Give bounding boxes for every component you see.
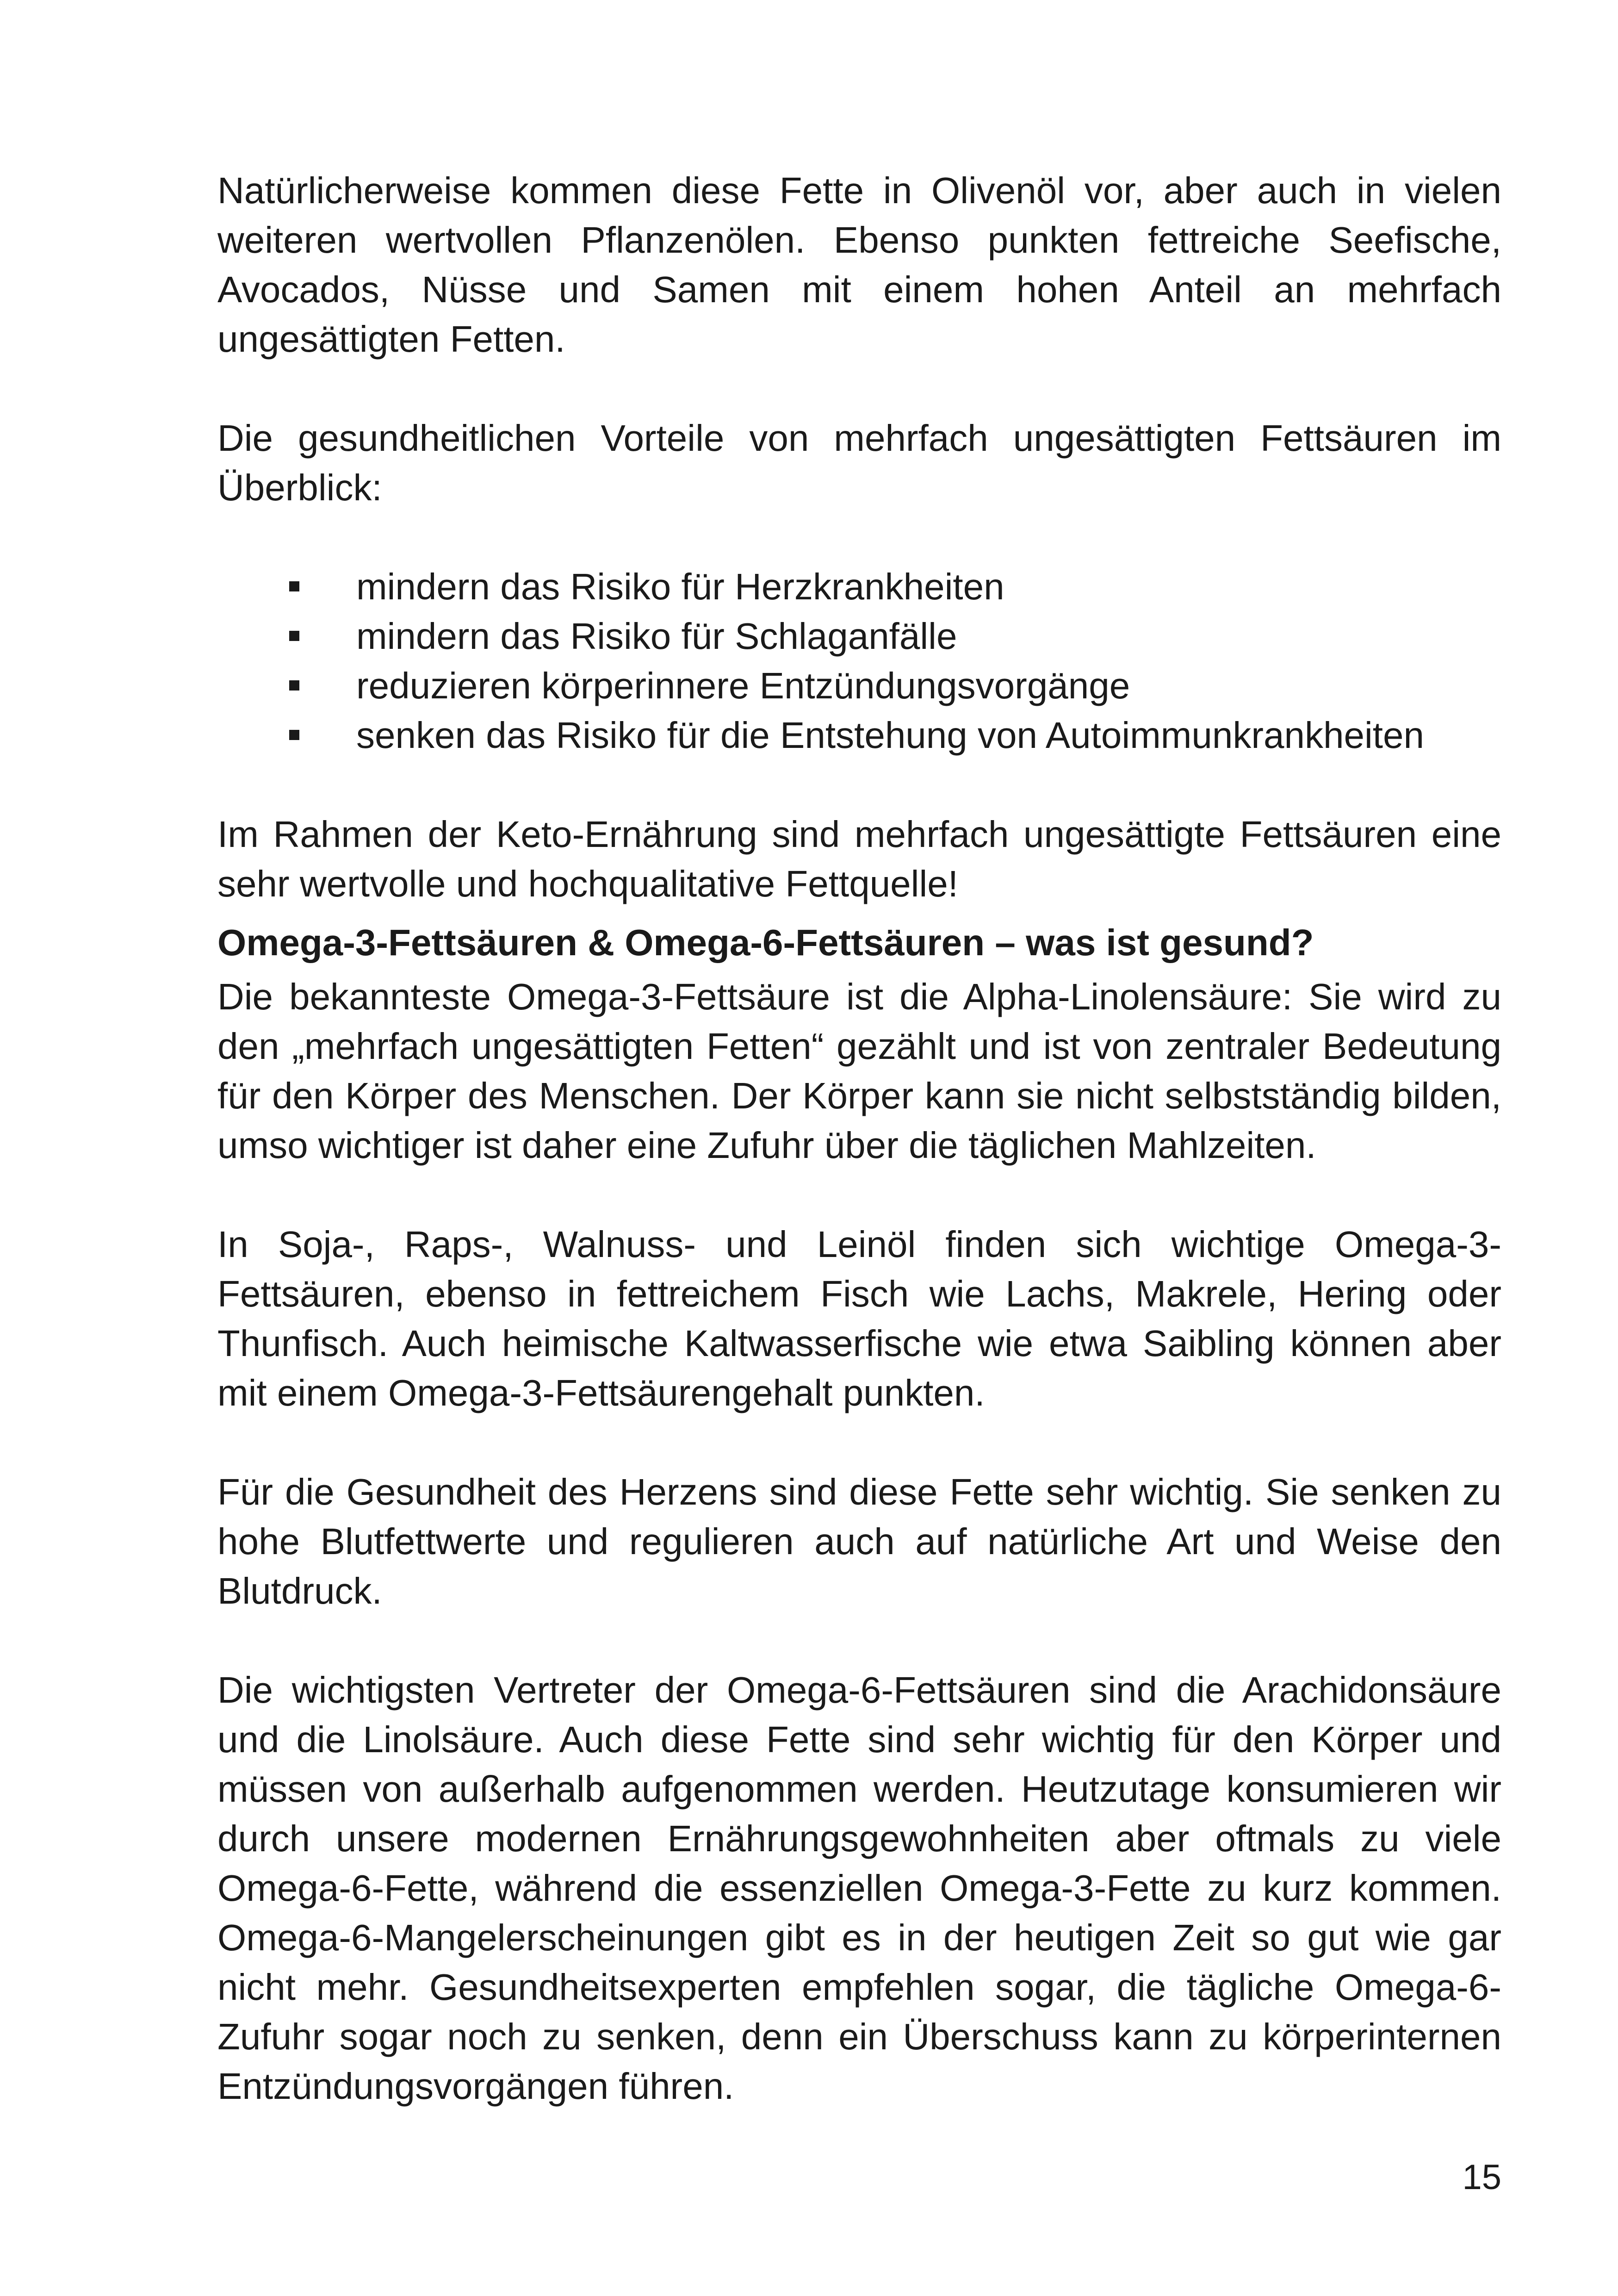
list-item-text: mindern das Risiko für Herzkrankheiten [356,566,1004,607]
paragraph-alpha-linolenic: Die bekannteste Omega-3-Fettsäure ist die Alpha-Linolensäure: Sie wird zu den „mehrfach ungesättigten Fetten“ gezählt und ist von zentraler Bedeutung für den Körper des Menschen. Der Körper kann sie nicht selbstständig bilden, umso wichtiger ist daher eine Zufuhr über die täglichen Mahlzeiten. [217,976,1501,1166]
square-bullet-icon [289,730,299,740]
paragraph-spacer [217,1616,1501,1665]
list-item [217,661,1501,710]
benefits-list [217,562,1501,760]
paragraph-omega3-sources: In Soja-, Raps-, Walnuss- und Leinöl finden sich wichtige Omega-3-Fettsäuren, ebenso in fettreichem Fisch wie Lachs, Makrele, Hering oder Thunfisch. Auch heimische Kaltwasserfische wie etwa Saibling können aber mit einem Omega-3-Fettsäurengehalt punkten. [217,1224,1501,1413]
square-bullet-icon [289,680,299,691]
paragraph-benefits-intro: Die gesundheitlichen Vorteile von mehrfach ungesättigten Fettsäuren im Überblick: [217,417,1501,508]
square-bullet-icon [289,631,299,641]
paragraph-spacer [217,512,1501,562]
paragraph-spacer [217,1170,1501,1220]
list-item [217,611,1501,661]
paragraph-heart-health: Für die Gesundheit des Herzens sind diese Fette sehr wichtig. Sie senken zu hohe Blutfettwerte und regulieren auch auf natürliche Art und Weise den Blutdruck. [217,1471,1501,1612]
list-item-text: mindern das Risiko für Schlaganfälle [356,616,957,657]
section-heading: Omega-3-Fettsäuren & Omega-6-Fettsäuren – was ist gesund? [217,922,1314,963]
list-item [217,710,1501,760]
square-bullet-icon [289,581,299,591]
list-item-text: reduzieren körperinnere Entzündungsvorgänge [356,665,1130,706]
list-item [217,562,1501,611]
paragraph-omega6: Die wichtigsten Vertreter der Omega-6-Fettsäuren sind die Arachidonsäure und die Linolsäure. Auch diese Fette sind sehr wichtig für den Körper und müssen von außerhalb aufgenommen werden. Heutzutage konsumieren wir durch unsere modernen Ernährungsgewohnheiten aber oftmals zu viele Omega-6-Fette, während die essenziellen Omega-3-Fette zu kurz kommen. Omega-6-Mangelerscheinungen gibt es in der heutigen Zeit so gut wie gar nicht mehr. Gesundheitsexperten empfehlen sogar, die tägliche Omega-6-Zufuhr sogar noch zu senken, denn ein Überschuss kann zu körperinternen Entzündungsvorgängen führen. [217,1669,1501,2107]
list-item-text: senken das Risiko für die Entstehung von Autoimmunkrankheiten [356,715,1425,756]
page-number: 15 [1462,2158,1501,2197]
paragraph-olive-oil: Natürlicherweise kommen diese Fette in Olivenöl vor, aber auch in vielen weiteren wertvollen Pflanzenölen. Ebenso punkten fettreiche Seefische, Avocados, Nüsse und Samen mit einem hohen Anteil an mehrfach ungesättigten Fetten. [217,170,1501,360]
paragraph-keto: Im Rahmen der Keto-Ernährung sind mehrfach ungesättigte Fettsäuren eine sehr wertvolle und hochqualitative Fettquelle! [217,814,1501,904]
body-text [217,166,1501,2111]
paragraph-spacer [217,1418,1501,1467]
paragraph-spacer [217,364,1501,413]
paragraph-spacer [217,760,1501,809]
